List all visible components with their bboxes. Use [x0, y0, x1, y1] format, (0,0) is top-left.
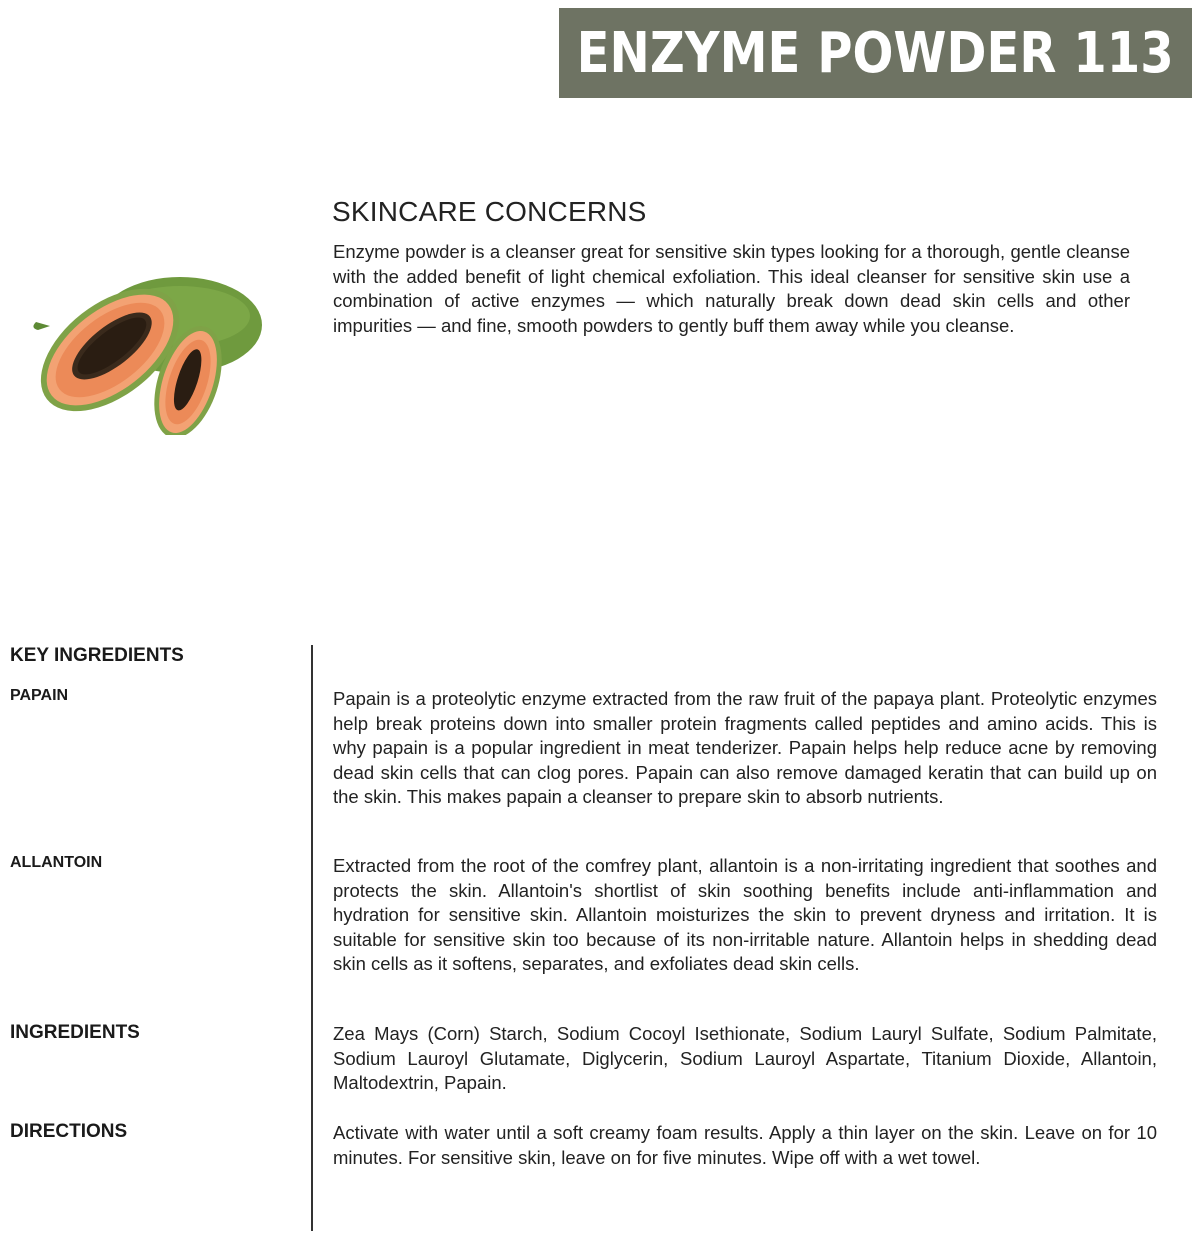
ingredient-description-allantoin: Extracted from the root of the comfrey plant, allantoin is a non-irritating ingredient that soothes and protects the skin. Allantoin's shortlist of skin soothing benefits include anti-inflammation and hydration for sensitive skin. Allantoin moisturizes the skin to prevent dryness and irritation. It is suitable for sensitive skin too because of its non-irritable nature. Allantoin helps in shedding dead skin cells as it softens, separates, and exfoliates dead skin cells. [333, 855, 1157, 975]
ingredients-list: Zea Mays (Corn) Starch, Sodium Cocoyl Isethionate, Sodium Lauryl Sulfate, Sodium Palmitate, Sodium Lauroyl Glutamate, Diglycerin, Sodium Lauroyl Aspartate, Titanium Dioxide, Allantoin, Maltodextrin, Papain. [333, 1023, 1157, 1094]
directions-text: Activate with water until a soft creamy foam results. Apply a thin layer on the skin. Leave on for 10 minutes. For sensitive skin, leave on for five minutes. Wipe off with a wet towel. [333, 1122, 1157, 1168]
concerns-heading: SKINCARE CONCERNS [332, 196, 647, 227]
ingredient-name-papain: PAPAIN [10, 687, 69, 704]
papaya-fruit-image [30, 250, 262, 435]
concerns-body: Enzyme powder is a cleanser great for sensitive skin types looking for a thorough, gentle cleanse with the added benefit of light chemical exfoliation. This ideal cleanser for sensitive skin use a combination of active enzymes — which naturally break down dead skin cells and other impurities — and fine, smooth powders to gently buff them away while you cleanse. [333, 241, 1130, 336]
ingredients-heading: INGREDIENTS [10, 1022, 140, 1043]
column-divider [311, 645, 313, 1231]
key-ingredients-heading: KEY INGREDIENTS [10, 645, 184, 666]
directions-heading: DIRECTIONS [10, 1121, 128, 1142]
product-title: ENZYME POWDER 113 [576, 20, 1175, 86]
ingredient-name-allantoin: ALLANTOIN [10, 854, 103, 871]
title-banner [559, 8, 1192, 98]
ingredient-description-papain: Papain is a proteolytic enzyme extracted from the raw fruit of the papaya plant. Proteolytic enzymes help break proteins down into smaller protein fragments called peptides and amino acids. This is why papain is a popular ingredient in meat tenderizer. Papain helps help reduce acne by removing dead skin cells that can clog pores. Papain can also remove damaged keratin that can build up on the skin. This makes papain a cleanser to prepare skin to absorb nutrients. [333, 688, 1157, 808]
